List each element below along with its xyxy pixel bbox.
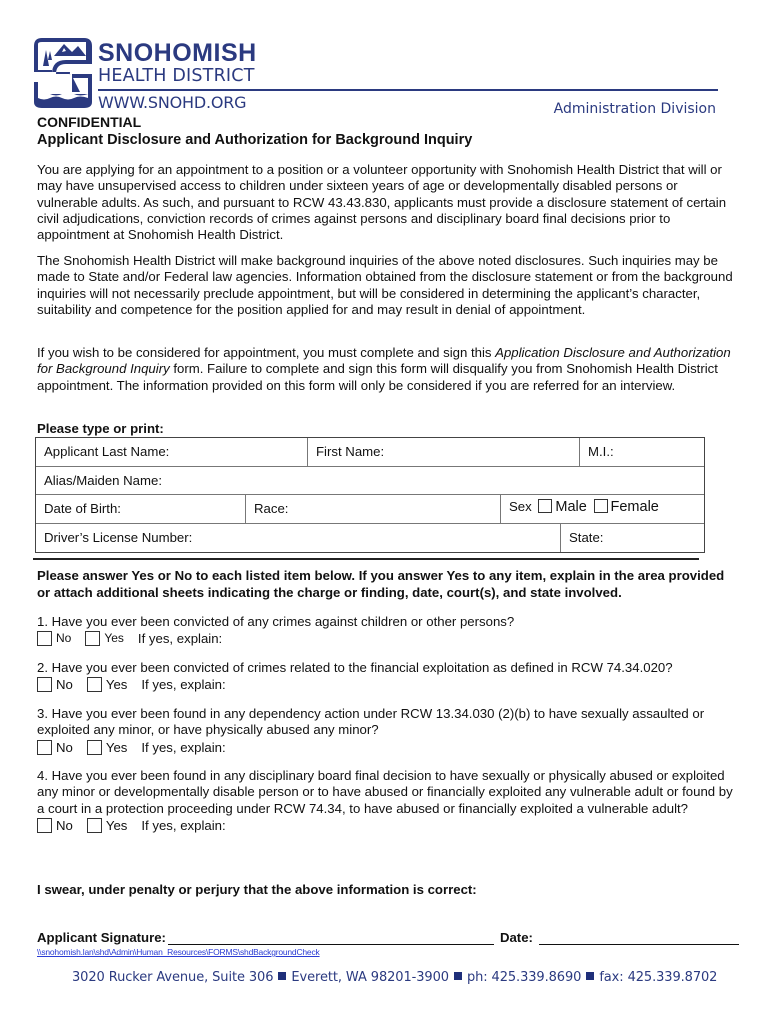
- document-title: Applicant Disclosure and Authorization for Background Inquiry: [37, 132, 473, 148]
- license-label: Driver’s License Number:: [44, 529, 193, 545]
- female-checkbox[interactable]: [594, 499, 608, 513]
- date-label: Date:: [499, 930, 533, 945]
- alias-field[interactable]: [36, 467, 704, 495]
- question-text: 3. Have you ever been found in any dependency action under RCW 13.34.030 (2)(b) to have sexually assaulted or exploited any minor, or have physically abused any minor?: [37, 706, 705, 738]
- no-label: No: [56, 677, 73, 693]
- name-row: [36, 438, 704, 467]
- yes-label: Yes: [105, 739, 128, 755]
- first-name-label: First Name:: [316, 444, 385, 459]
- city-state: Everett, WA 98201-3900: [291, 970, 449, 985]
- explain-label: If yes, explain:: [141, 739, 226, 755]
- dob-row: [36, 495, 704, 524]
- snohomish-logo-icon: [32, 36, 94, 110]
- title-block: [37, 114, 472, 149]
- fax-number: fax: 425.339.8702: [599, 970, 718, 985]
- answer-row: [37, 676, 737, 693]
- question-3: [37, 706, 737, 756]
- no-label: No: [56, 739, 73, 755]
- question-text: 1. Have you ever been convicted of any crimes against children or other persons?: [37, 614, 515, 629]
- print-instruction: Please type or print:: [37, 421, 164, 436]
- para3-text-end: form. Failure to complete and sign this form will disqualify you from Snohomish Health District appointment. The information provided on this form will only be considered if you are referred for an interview.: [37, 361, 718, 393]
- intro-paragraph: You are applying for an appointment to a position or a volunteer opportunity with Snohomish Health District that will or may have unsupervised access to children under sixteen years of age or developmentally disabled persons or vulnerable adults. As such, and pursuant to RCW 43.43.830, applicants must provide a disclosure statement of certain civil adjudications, conviction records of crimes against persons and disciplinary board final decisions prior to appointment at Snohomish Health District.: [37, 162, 727, 243]
- male-checkbox[interactable]: [538, 499, 552, 513]
- explain-label: If yes, explain:: [141, 817, 226, 833]
- yes-label: Yes: [105, 677, 128, 693]
- consideration-paragraph: [37, 345, 737, 394]
- mi-label: M.I.:: [588, 444, 614, 459]
- file-path-link[interactable]: \\snohomish.lan\shd\Admin\Human_Resources\FORMS\shdBackgroundCheck: [37, 947, 320, 957]
- division-label: Administration Division: [553, 101, 716, 117]
- bullet-square-icon: [278, 972, 286, 980]
- no-checkbox[interactable]: [37, 818, 52, 833]
- race-field[interactable]: [246, 495, 501, 523]
- question-text: 4. Have you ever been found in any disciplinary board final decision to have sexually or physically abused or exploited any minor or developmentally disable person or to have abused or financially exploited any vulnerable adult or found by a court in a protection proceeding under RCW 74.34, to have abused or financially exploited a vulnerable adult?: [37, 768, 733, 816]
- state-label: State:: [569, 529, 604, 545]
- alias-label: Alias/Maiden Name:: [44, 472, 163, 488]
- yes-label: Yes: [104, 631, 124, 646]
- yes-checkbox[interactable]: [87, 818, 102, 833]
- question-2: [37, 660, 737, 693]
- confidential-label: CONFIDENTIAL: [37, 114, 142, 130]
- female-label: Female: [610, 499, 659, 515]
- no-checkbox[interactable]: [37, 740, 52, 755]
- dob-field[interactable]: [36, 495, 246, 523]
- question-text: 2. Have you ever been convicted of crimes related to the financial exploitation as defined in RCW 74.34.020?: [37, 660, 673, 675]
- alias-row: [36, 467, 704, 496]
- explain-label: If yes, explain:: [141, 677, 226, 693]
- signature-row: [37, 930, 739, 945]
- answer-row: [37, 630, 737, 647]
- sex-label: Sex: [509, 499, 532, 514]
- no-label: No: [56, 817, 73, 833]
- phone-number: ph: 425.339.8690: [466, 970, 582, 985]
- perjury-statement: I swear, under penalty or perjury that the above information is correct:: [37, 882, 477, 897]
- street-address: 3020 Rucker Avenue, Suite 306: [72, 970, 274, 985]
- bullet-square-icon: [454, 972, 462, 980]
- mi-field[interactable]: [580, 438, 704, 466]
- last-name-field[interactable]: [36, 438, 308, 466]
- date-field[interactable]: [539, 931, 739, 945]
- question-4: [37, 768, 737, 834]
- section-divider: [33, 558, 699, 560]
- state-field[interactable]: [561, 524, 704, 553]
- explain-label: If yes, explain:: [137, 631, 223, 647]
- dob-label: Date of Birth:: [44, 501, 121, 516]
- answer-instructions: Please answer Yes or No to each listed item below. If you answer Yes to any item, explain in the area provided or attach additional sheets indicating the charge or finding, date, court(s), and state involved.: [37, 568, 725, 600]
- question-1: [37, 614, 737, 647]
- org-website: WWW.SNOHD.ORG: [98, 93, 247, 112]
- license-field[interactable]: [36, 524, 561, 553]
- inquiry-paragraph: The Snohomish Health District will make background inquiries of the above noted disclosures. Such inquiries may be made to State and/or Federal law agencies. Information obtained from the disclosure statement or from the background inquiries will not necessarily preclude appointment, but will be considered in determining the applicant’s character, suitability and competence for the position applied for and may result in denial of appointment.: [37, 253, 733, 317]
- answer-row: [37, 739, 737, 756]
- no-checkbox[interactable]: [37, 677, 52, 692]
- yes-checkbox[interactable]: [85, 631, 100, 646]
- applicant-info-table: [35, 437, 705, 553]
- header-rule: [98, 89, 718, 91]
- no-label: No: [56, 631, 72, 646]
- footer-address: [72, 970, 717, 985]
- signature-label: Applicant Signature:: [37, 930, 166, 945]
- last-name-label: Applicant Last Name:: [44, 444, 170, 459]
- answer-row: [37, 817, 737, 834]
- license-row: [36, 524, 704, 553]
- form-name-italic: Application Disclosure and Authorization for Background Inquiry: [37, 345, 731, 377]
- yes-checkbox[interactable]: [87, 677, 102, 692]
- para3-text: If you wish to be considered for appointment, you must complete and sign this: [37, 345, 496, 360]
- sex-field: [501, 495, 704, 523]
- signature-field[interactable]: [168, 931, 494, 945]
- yes-label: Yes: [105, 817, 128, 833]
- no-checkbox[interactable]: [37, 631, 52, 646]
- yes-checkbox[interactable]: [87, 740, 102, 755]
- male-label: Male: [555, 499, 587, 515]
- org-name: SNOHOMISH: [98, 39, 257, 67]
- first-name-field[interactable]: [308, 438, 580, 466]
- bullet-square-icon: [586, 972, 594, 980]
- org-subtitle: HEALTH DISTRICT: [98, 66, 255, 86]
- race-label: Race:: [254, 501, 289, 516]
